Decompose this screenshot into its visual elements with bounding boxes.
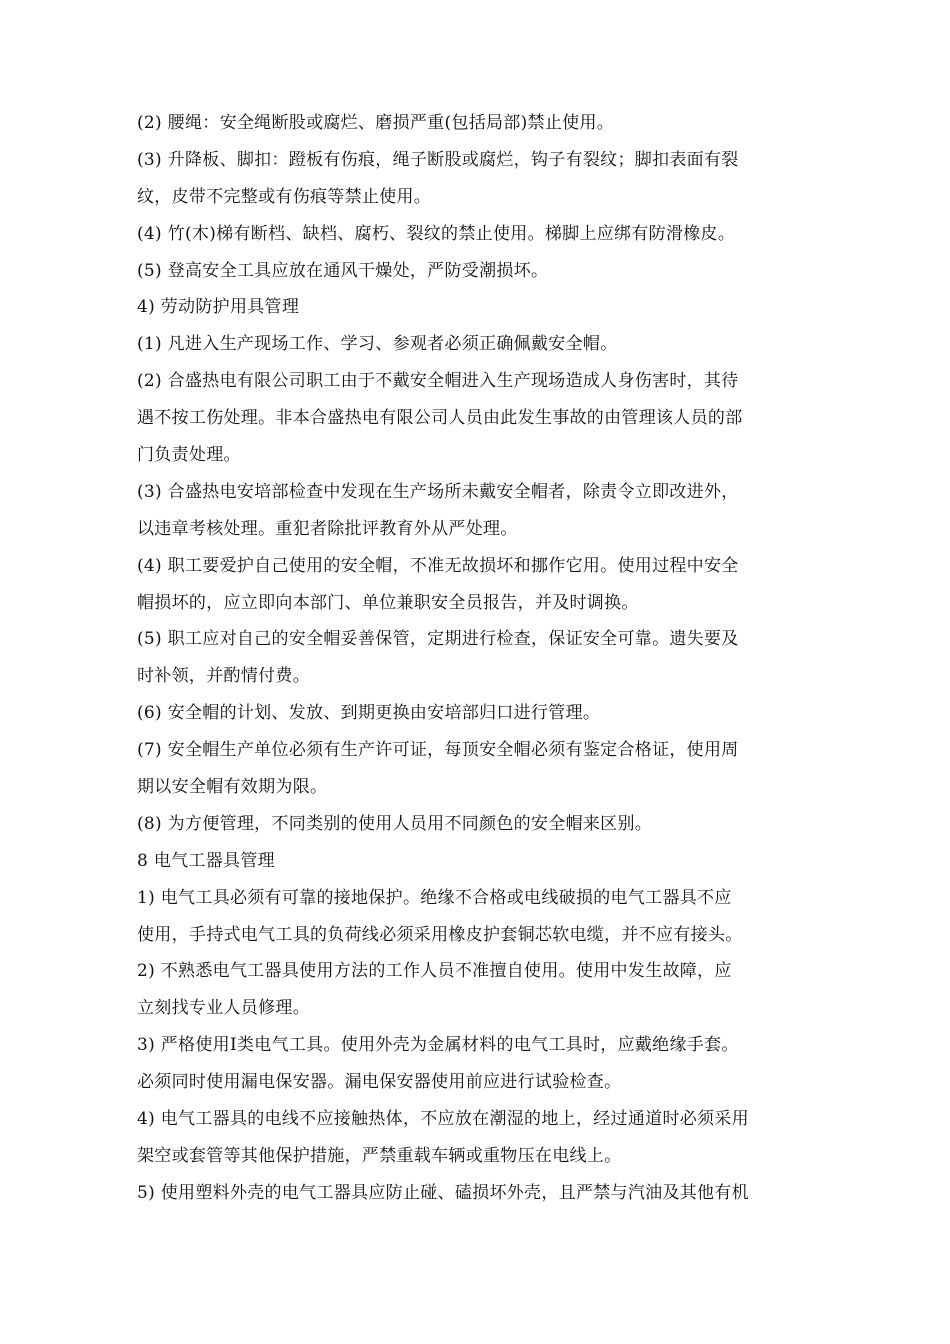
text-line: (1) 凡进入生产现场工作、学习、参观者必须正确佩戴安全帽。 [137,334,618,355]
text-line: (4) 竹(木)梯有断档、缺档、腐朽、裂纹的禁止使用。梯脚上应绑有防滑橡皮。 [137,223,736,244]
text-line: (2) 合盛热电有限公司职工由于不戴安全帽进入生产现场造成人身伤害时，其待 [137,371,739,392]
text-line: (8) 为方便管理，不同类别的使用人员用不同颜色的安全帽来区别。 [137,813,653,834]
text-line: (3) 升降板、脚扣：蹬板有伤痕，绳子断股或腐烂，钩子有裂纹；脚扣表面有裂 [137,149,739,170]
text-line: 遇不按工伤处理。非本合盛热电有限公司人员由此发生事故的由管理该人员的部 [137,408,743,429]
document-body [137,108,827,1215]
section-heading: 8 电气工器具管理 [137,850,275,871]
text-line: (2) 腰绳：安全绳断股或腐烂、磨损严重(包括局部)禁止使用。 [137,113,615,133]
text-line: 以违章考核处理。重犯者除批评教育外从严处理。 [137,518,518,539]
text-line: 使用，手持式电气工具的负荷线必须采用橡皮护套铜芯软电缆，并不应有接头。 [137,924,743,945]
text-line: 1) 电气工具必须有可靠的接地保护。绝缘不合格或电线破损的电气工器具不应 [137,887,732,908]
text-line: (7) 安全帽生产单位必须有生产许可证，每顶安全帽必须有鉴定合格证，使用周 [137,740,739,761]
text-line: 期以安全帽有效期为限。 [137,777,328,798]
text-line: 立刻找专业人员修理。 [137,998,310,1019]
section-heading: 4) 劳动防护用具管理 [137,297,300,318]
text-line: 帽损坏的，应立即向本部门、单位兼职安全员报告，并及时调换。 [137,592,639,613]
text-line: 3) 严格使用Ⅰ类电气工具。使用外壳为金属材料的电气工具时，应戴绝缘手套。 [137,1035,739,1056]
text-line: 2) 不熟悉电气工器具使用方法的工作人员不准擅自使用。使用中发生故障，应 [137,961,732,982]
text-line: 4) 电气工器具的电线不应接触热体，不应放在潮湿的地上，经过通道时必须采用 [137,1109,749,1130]
text-line: (3) 合盛热电安培部检查中发现在生产场所未戴安全帽者，除责令立即改进外， [137,481,739,502]
text-line: 时补领，并酌情付费。 [137,666,310,687]
text-line: (5) 职工应对自己的安全帽妥善保管，定期进行检查，保证安全可靠。遗失要及 [137,629,739,650]
text-line: 必须同时使用漏电保安器。漏电保安器使用前应进行试验检查。 [137,1072,622,1093]
text-line: 门负责处理。 [137,445,241,466]
text-line: 纹，皮带不完整或有伤痕等禁止使用。 [137,186,432,207]
text-line: 架空或套管等其他保护措施，严禁重载车辆或重物压在电线上。 [137,1145,622,1166]
text-line: 5) 使用塑料外壳的电气工器具应防止碰、磕损坏外壳，且严禁与汽油及其他有机 [137,1182,749,1203]
text-line: (6) 安全帽的计划、发放、到期更换由安培部归口进行管理。 [137,703,601,724]
text-line: (5) 登高安全工具应放在通风干燥处，严防受潮损坏。 [137,260,549,281]
text-line: (4) 职工要爱护自己使用的安全帽，不准无故损坏和挪作它用。使用过程中安全 [137,555,739,576]
